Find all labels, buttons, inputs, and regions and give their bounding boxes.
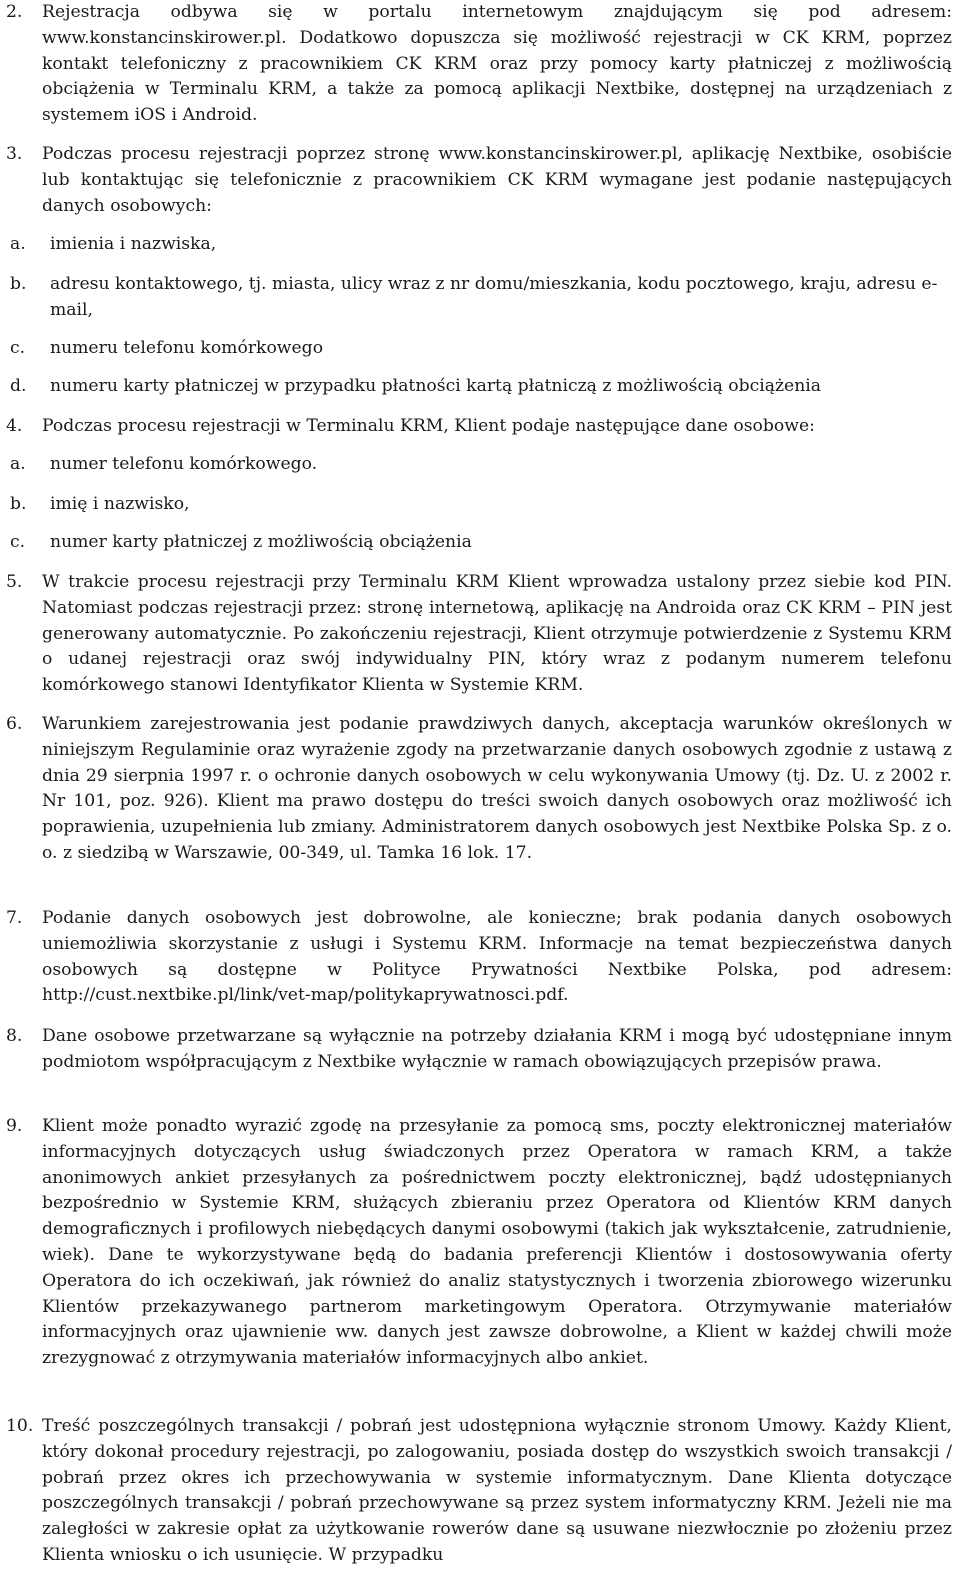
paragraph-number: 4. — [6, 416, 23, 436]
list-text: imię i nazwisko, — [50, 494, 190, 514]
list-letter: d. — [10, 376, 27, 396]
paragraph-2 — [0, 0, 960, 132]
paragraph-number: 3. — [6, 144, 23, 164]
paragraph-8 — [0, 1024, 960, 1106]
paragraph-number: 10. — [6, 1416, 34, 1436]
paragraph-number: 7. — [6, 908, 23, 928]
list-text: numer telefonu komórkowego. — [50, 454, 318, 474]
paragraph-number: 8. — [6, 1026, 23, 1046]
paragraph-6 — [0, 712, 960, 898]
list-letter: b. — [10, 494, 27, 514]
list-letter: b. — [10, 274, 27, 294]
paragraph-4 — [0, 414, 960, 442]
paragraph-text: Podanie danych osobowych jest dobrowolne, ale konieczne; brak podania danych osobowych uniemożliwia skorzystanie z usługi i Systemu KRM. Informacje na temat bezpieczeństwa danych osobowych są dostępne w Polityce Prywatności Nextbike Polska, pod adresem: http://cust.nextbike.pl/link/vet-map/politykaprywatnosci.pdf. — [42, 908, 952, 1006]
paragraph-9 — [0, 1114, 960, 1404]
paragraph-text: Treść poszczególnych transakcji / pobrań jest udostępniona wyłącznie stronom Umowy. Każdy Klient, który dokonał procedury rejestracji, po zalogowaniu, posiada dostęp do wszystkich swoich transakcji / pobrań przez okres ich przechowywania w systemie informatycznym. Dane Klienta dotyczące poszczególnych transakcji / pobrań przechowywane są przez system informatyczny KRM. Jeżeli nie ma zaległości w zakresie opłat za użytkowanie rowerów dane są usuwane niezwłocznie po złożeniu przez Klienta wniosku o ich usunięcie. W przypadku — [42, 1416, 952, 1565]
paragraph-text: Warunkiem zarejestrowania jest podanie prawdziwych danych, akceptacja warunków określonych w niniejszym Regulaminie oraz wyrażenie zgody na przetwarzanie danych osobowych zgodnie z ustawą z dnia 29 sierpnia 1997 r. o ochronie danych osobowych w celu wykonywania Umowy (tj. Dz. U. z 2002 r. Nr 101, poz. 926). Klient ma prawo dostępu do treści swoich danych osobowych oraz możliwość ich poprawienia, uzupełnienia lub zmiany. Administratorem danych osobowych jest Nextbike Polska Sp. z o. o. z siedzibą w Warszawie, 00-349, ul. Tamka 16 lok. 17. — [42, 714, 952, 863]
paragraph-text: Rejestracja odbywa się w portalu internetowym znajdującym się pod adresem: www.konstancinskirower.pl. Dodatkowo dopuszcza się możliwość rejestracji w CK KRM, poprzez kontakt telefoniczny z pracownikiem CK KRM oraz przy pomocy karty płatniczej z możliwością obciążenia w Terminalu KRM, a także za pomocą aplikacji Nextbike, dostępnej na urządzeniach z systemem iOS i Android. — [42, 2, 952, 126]
list-letter: c. — [10, 338, 26, 358]
paragraph-5 — [0, 570, 960, 702]
list-letter: a. — [10, 454, 26, 474]
paragraph-text: Dane osobowe przetwarzane są wyłącznie na potrzeby działania KRM i mogą być udostępniane innym podmiotom współpracującym z Nextbike wyłącznie w ramach obowiązujących przepisów prawa. — [42, 1026, 952, 1072]
paragraph-3 — [0, 142, 960, 222]
list-text: imienia i nazwiska, — [50, 234, 217, 254]
paragraph-text: Podczas procesu rejestracji w Terminalu KRM, Klient podaje następujące dane osobowe: — [42, 416, 815, 436]
paragraph-number: 2. — [6, 2, 23, 22]
list-letter: c. — [10, 532, 26, 552]
paragraph-10 — [0, 1414, 960, 1576]
paragraph-text: Podczas procesu rejestracji poprzez stronę www.konstancinskirower.pl, aplikację Nextbike, osobiście lub kontaktując się telefonicznie z pracownikiem CK KRM wymagane jest podanie następujących danych osobowych: — [42, 144, 952, 216]
list-text: numeru telefonu komórkowego — [50, 338, 324, 358]
paragraph-number: 9. — [6, 1116, 23, 1136]
list-text: numeru karty płatniczej w przypadku płatności kartą płatniczą z możliwością obciążenia — [50, 376, 822, 396]
list-text: adresu kontaktowego, tj. miasta, ulicy wraz z nr domu/mieszkania, kodu pocztowego, kraju, adresu e-mail, — [50, 274, 938, 320]
list-text: numer karty płatniczej z możliwością obciążenia — [50, 532, 472, 552]
paragraph-text: W trakcie procesu rejestracji przy Terminalu KRM Klient wprowadza ustalony przez siebie kod PIN. Natomiast podczas rejestracji przez: stronę internetową, aplikację na Androida oraz CK KRM – PIN jest generowany automatycznie. Po zakończeniu rejestracji, Klient otrzymuje potwierdzenie z Systemu KRM o udanej rejestracji oraz swój indywidualny PIN, który wraz z podanym numerem telefonu komórkowego stanowi Identyfikator Klienta w Systemie KRM. — [42, 572, 952, 696]
paragraph-text: Klient może ponadto wyrazić zgodę na przesyłanie za pomocą sms, poczty elektronicznej materiałów informacyjnych dotyczących usług świadczonych przez Operatora w ramach KRM, a także anonimowych ankiet przesyłanych za pośrednictwem poczty elektronicznej, bądź udostępnianych bezpośrednio w Systemie KRM, służących zbieraniu przez Operatora od Klientów KRM danych demograficznych i profilowych niebędących danymi osobowymi (takich jak wykształcenie, zatrudnienie, wiek). Dane te wykorzystywane będą do badania preferencji Klientów i dostosowywania oferty Operatora do ich oczekiwań, jak również do analiz statystycznych i tworzenia zbiorowego wizerunku Klientów przekazywanego partnerom marketingowym Operatora. Otrzymywanie materiałów informacyjnych oraz ujawnienie ww. danych jest zawsze dobrowolne, a Klient w każdej chwili może zrezygnować z otrzymywania materiałów informacyjnych albo ankiet. — [42, 1116, 952, 1369]
paragraph-7 — [0, 906, 960, 1014]
paragraph-number: 6. — [6, 714, 23, 734]
paragraph-number: 5. — [6, 572, 23, 592]
list-letter: a. — [10, 234, 26, 254]
